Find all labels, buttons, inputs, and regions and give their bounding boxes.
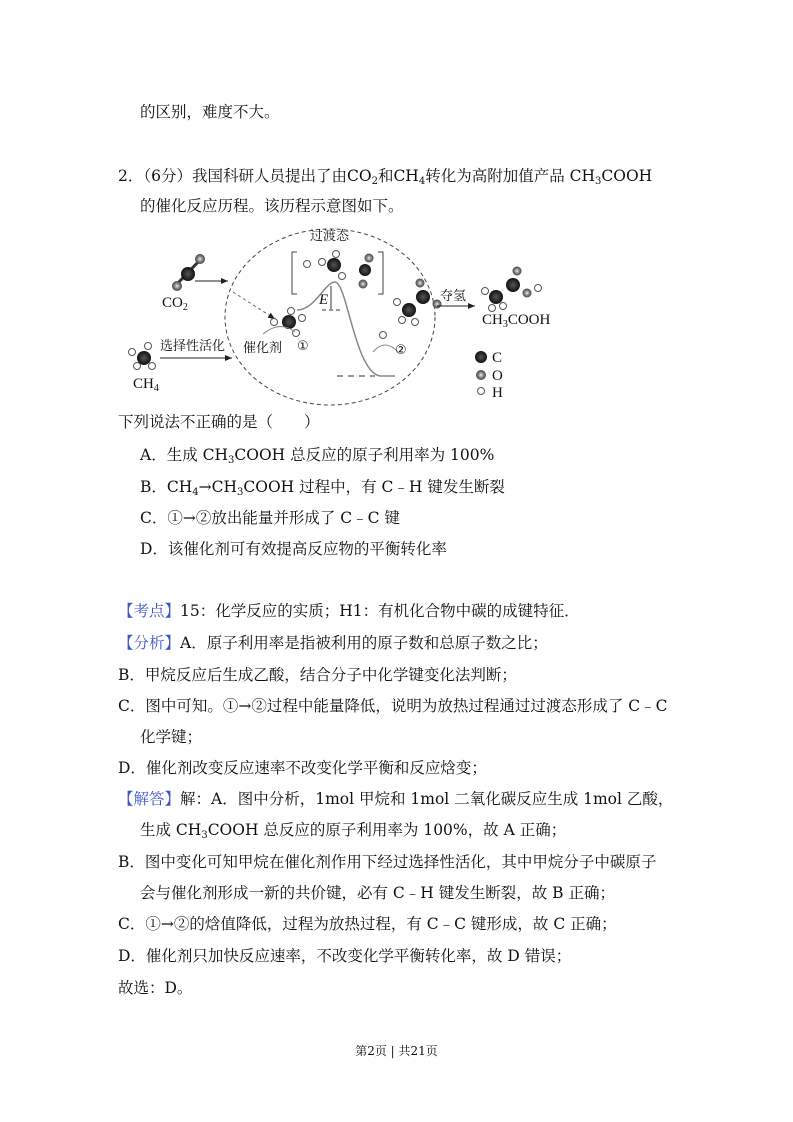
question-stem-line1: 2．（6分）我国科研人员提出了由$CO_2$和$CH_4$转化为高附加值产品 $CH_3COOH$ bbox=[118, 167, 653, 187]
intermediate-1 bbox=[263, 308, 306, 337]
option-a: A．生成 $CH_3COOH$ 总反应的原子利用率为 100% bbox=[140, 446, 495, 466]
ch4-molecule bbox=[129, 343, 156, 370]
kaodian: 【考点】15：化学反应的实质；H1：有机化合物中碳的成键特征． bbox=[118, 602, 580, 620]
fenxi-c2: 化学键； bbox=[140, 728, 203, 746]
page-footer: 第2页 | 共21页 bbox=[355, 1044, 438, 1058]
svg-text:C: C bbox=[492, 350, 503, 366]
fenxi-d: D．催化剂改变反应速率不改变化学平衡和反应焓变； bbox=[118, 759, 487, 777]
energy-curve bbox=[297, 282, 395, 376]
svg-text:O: O bbox=[492, 368, 503, 384]
fenxi-a: 【分析】A．原子利用率是指被利用的原子数和总原子数之比； bbox=[118, 634, 548, 652]
question-prompt: 下列说法不正确的是（ ） bbox=[118, 413, 320, 431]
transition-state-molecule bbox=[304, 251, 374, 289]
step1-label: ① bbox=[297, 339, 309, 354]
svg-text:H: H bbox=[492, 385, 503, 401]
catalyst-label: 催化剂 bbox=[243, 341, 283, 356]
question-stem-line2: 的催化反应历程。该历程示意图如下。 bbox=[140, 197, 404, 215]
fenxi-c1: C．图中可知。①→②过程中能量降低，说明为放热过程通过过渡态形成了 C﹣C bbox=[118, 697, 668, 715]
intro-tail: 的区别，难度不大。 bbox=[140, 103, 280, 121]
acetic-acid-molecule bbox=[482, 267, 542, 312]
fenxi-b: B．甲烷反应后生成乙酸，结合分子中化学键变化法判断； bbox=[118, 666, 517, 684]
jieda-a2: 生成 $CH_3COOH$ 总反应的原子利用率为 100%，故 A 正确； bbox=[140, 821, 567, 841]
dehydrogenation-label: 夺氢 bbox=[440, 289, 467, 304]
co2-label: $CO_2$ bbox=[162, 295, 188, 313]
co2-molecule bbox=[172, 254, 205, 291]
transition-state-label: 过渡态 bbox=[310, 229, 350, 244]
jieda-c: C．①→②的焓值降低，过程为放热过程，有 C﹣C 键形成，故 C 正确； bbox=[118, 915, 617, 933]
step2-label: ② bbox=[395, 343, 407, 358]
answer: 故选：D。 bbox=[118, 979, 193, 997]
product-label: $CH_3COOH$ bbox=[482, 312, 551, 330]
selective-activation-label: 选择性活化 bbox=[160, 339, 226, 354]
option-d: D．该催化剂可有效提高反应物的平衡转化率 bbox=[140, 540, 447, 558]
energy-label: E bbox=[319, 292, 329, 308]
ch4-label: $CH_4$ bbox=[133, 376, 159, 394]
jieda-b1: B．图中变化可知甲烷在催化剂作用下经过选择性活化，其中甲烷分子中碳原子 bbox=[118, 853, 657, 871]
legend bbox=[475, 350, 503, 401]
option-b: B．$CH_4\to CH_3COOH$ 过程中，有 C﹣H 键发生断裂 bbox=[140, 478, 505, 498]
jieda-b2: 会与催化剂形成一新的共价键，必有 C﹣H 键发生断裂，故 B 正确； bbox=[140, 884, 615, 902]
option-c: C．①→②放出能量并形成了 C﹣C 键 bbox=[140, 509, 400, 527]
jieda-a1: 【解答】解：A．图中分析，1mol 甲烷和 1mol 二氧化碳反应生成 1mol 乙酸， bbox=[118, 790, 674, 808]
reaction-diagram bbox=[115, 222, 575, 412]
jieda-d: D．催化剂只加快反应速率，不改变化学平衡转化率，故 D 错误； bbox=[118, 947, 572, 965]
